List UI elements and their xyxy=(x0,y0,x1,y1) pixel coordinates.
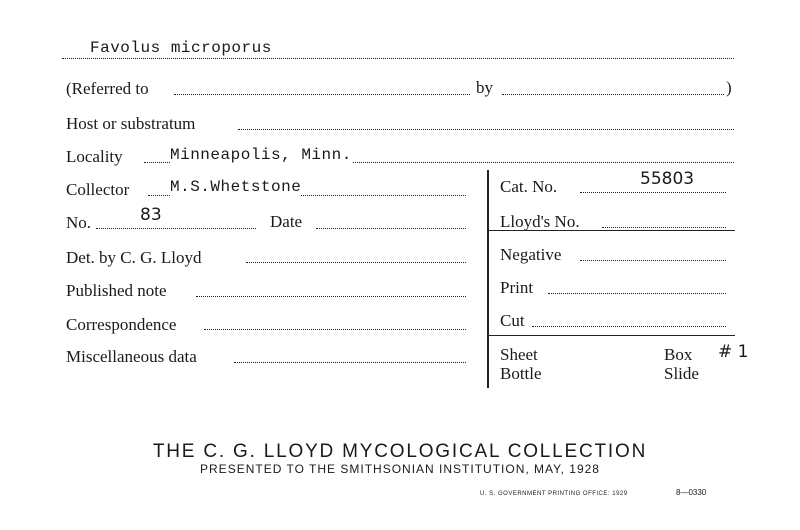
negative-field xyxy=(580,260,726,261)
form-code: 8—0330 xyxy=(676,488,707,497)
misc-data-field xyxy=(234,362,466,363)
cat-no-label: Cat. No. xyxy=(500,177,558,196)
collector-value: M.S.Whetstone xyxy=(170,178,302,196)
misc-data-label: Miscellaneous data xyxy=(66,347,197,366)
panel-rule-bottom xyxy=(487,335,735,336)
determined-by-field xyxy=(246,262,466,263)
species-name: Favolus microporus xyxy=(90,39,272,57)
negative-label: Negative xyxy=(500,245,562,264)
collection-title: THE C. G. LLOYD MYCOLOGICAL COLLECTION xyxy=(152,441,648,462)
lloyds-no-label: Lloyd's No. xyxy=(500,212,580,231)
print-label: Print xyxy=(500,278,534,297)
cat-no-field xyxy=(580,192,726,193)
host-label: Host or substratum xyxy=(66,114,196,133)
referred-close-paren: ) xyxy=(726,78,732,97)
cut-field xyxy=(532,326,726,327)
lloyds-no-field xyxy=(602,227,726,228)
published-note-field xyxy=(196,296,466,297)
referred-by-label: by xyxy=(476,78,493,97)
referred-to-field xyxy=(174,94,470,95)
print-field xyxy=(548,293,726,294)
cut-label: Cut xyxy=(500,311,525,330)
referred-by-field xyxy=(502,94,724,95)
number-value: 83 xyxy=(140,205,162,225)
cat-no-value: 55803 xyxy=(640,169,695,189)
determined-by-label: Det. by C. G. Lloyd xyxy=(66,248,202,267)
panel-divider xyxy=(487,170,489,388)
host-field xyxy=(238,129,734,130)
correspondence-label: Correspondence xyxy=(66,315,177,334)
printing-office-note: U. S. GOVERNMENT PRINTING OFFICE: 1929 xyxy=(480,491,628,497)
referred-to-label: (Referred to xyxy=(66,79,149,98)
slide-label: Slide xyxy=(664,364,699,383)
date-field xyxy=(316,228,466,229)
correspondence-field xyxy=(204,329,466,330)
date-label: Date xyxy=(270,212,303,231)
species-rule xyxy=(62,58,734,59)
sheet-label: Sheet xyxy=(500,345,538,364)
locality-value: Minneapolis, Minn. xyxy=(170,146,352,164)
bottle-label: Bottle xyxy=(500,364,542,383)
presented-line: PRESENTED TO THE SMITHSONIAN INSTITUTION, MAY, 1928 xyxy=(200,462,600,476)
collector-label: Collector xyxy=(66,180,130,199)
number-field xyxy=(96,228,256,229)
locality-label: Locality xyxy=(66,147,123,166)
number-label: No. xyxy=(66,213,92,232)
box-label: Box xyxy=(664,345,693,364)
published-note-label: Published note xyxy=(66,281,167,300)
box-value: # 1 xyxy=(718,342,749,362)
